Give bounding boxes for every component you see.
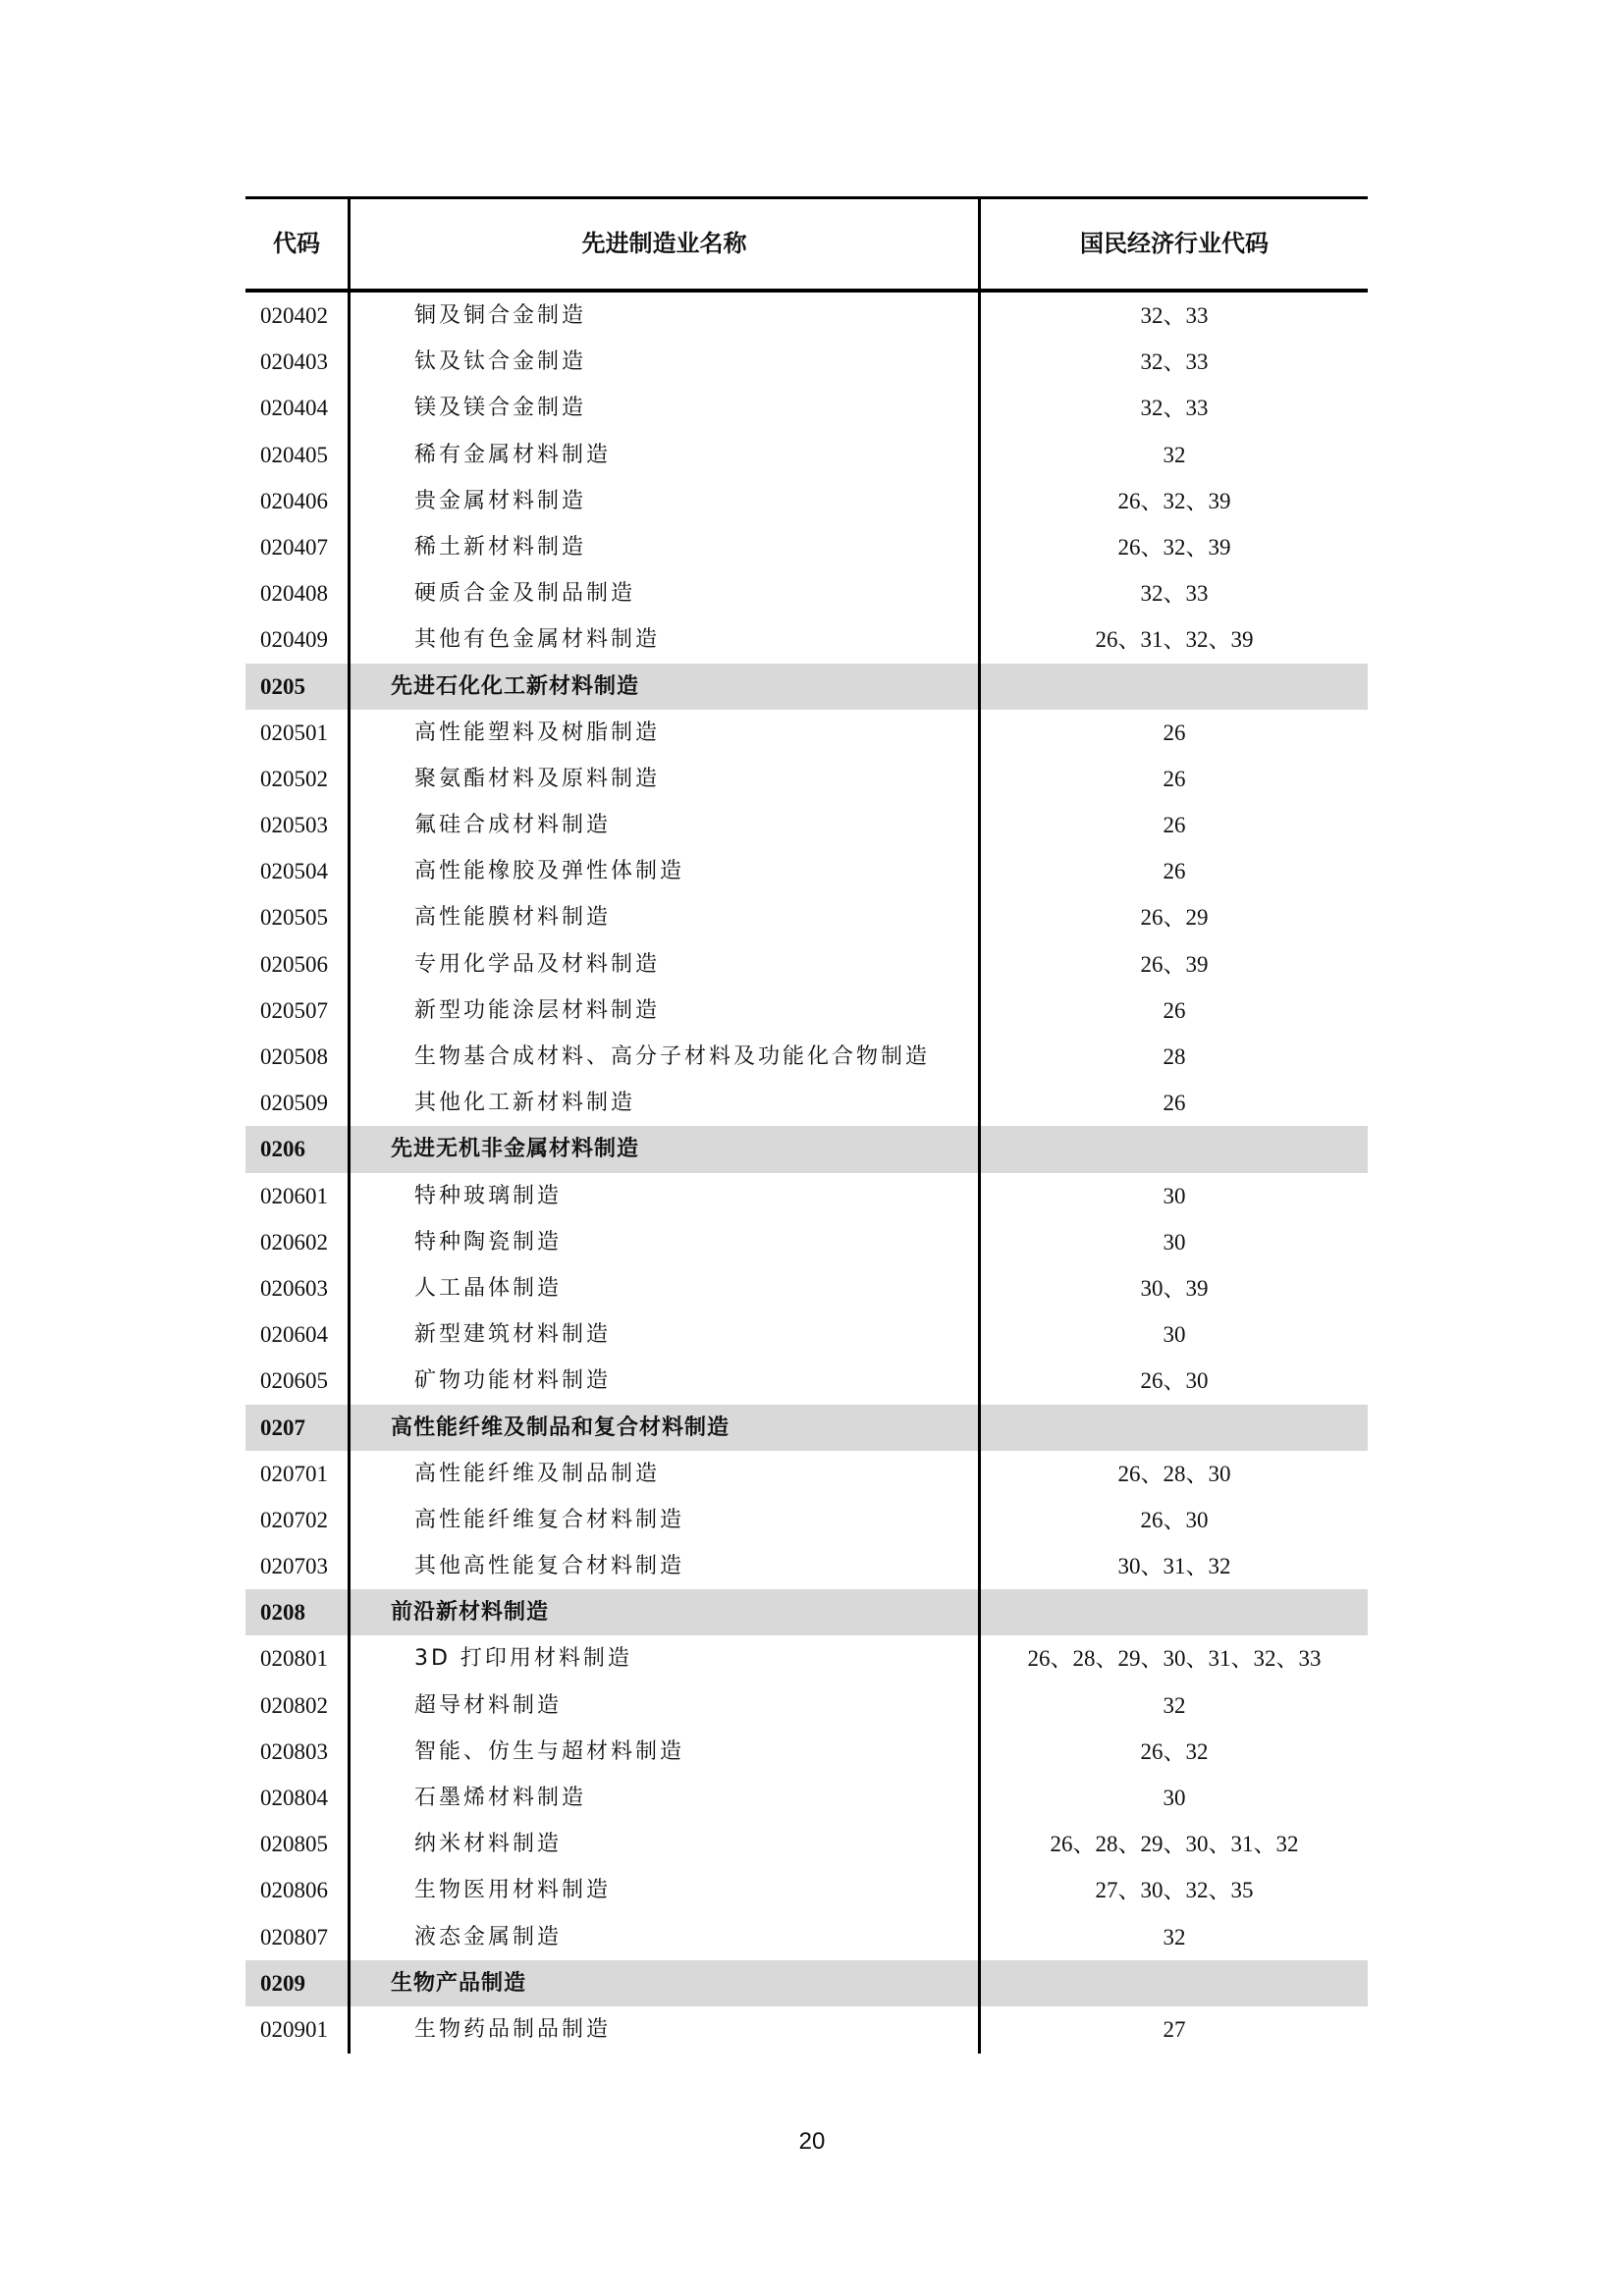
row-industry-code: 26、28、29、30、31、32 [1050, 1832, 1299, 1857]
row-code: 020807 [260, 1924, 328, 1949]
column-divider-1 [348, 199, 351, 2054]
header-code: 代码 [273, 230, 320, 257]
row-industry-code: 26、32、39 [1117, 488, 1231, 513]
section-row [245, 1960, 1368, 2006]
row-industry-code: 27 [1163, 2016, 1186, 2042]
row-code: 0209 [260, 1970, 305, 1996]
row-code: 020603 [260, 1275, 328, 1301]
row-name: 液态金属制造 [414, 1924, 563, 1949]
row-name: 石墨烯材料制造 [414, 1786, 587, 1810]
row-name: 镁及镁合金制造 [414, 396, 587, 421]
row-code: 020801 [260, 1646, 328, 1672]
table-row [245, 1682, 1368, 1729]
row-industry-code: 26 [1163, 997, 1186, 1023]
row-code: 020703 [260, 1554, 328, 1579]
row-name: 专用化学品及材料制造 [414, 951, 661, 977]
row-name: 新型建筑材料制造 [414, 1322, 612, 1348]
row-name: 铜及铜合金制造 [414, 303, 587, 328]
row-industry-code [981, 1589, 1368, 1635]
row-code: 020405 [260, 442, 328, 467]
row-name: 其他有色金属材料制造 [414, 627, 661, 653]
table-header [245, 199, 1368, 289]
row-code: 020501 [260, 720, 328, 745]
table-row [245, 1635, 1368, 1682]
section-row [245, 1405, 1368, 1451]
section-row [245, 1126, 1368, 1172]
row-name: 前沿新材料制造 [391, 1600, 550, 1626]
row-industry-code: 30 [1163, 1786, 1186, 1810]
table-row [245, 1358, 1368, 1404]
table-row [245, 1497, 1368, 1543]
row-industry-code: 30 [1163, 1229, 1186, 1255]
row-name: 矿物功能材料制造 [414, 1368, 612, 1394]
row-code: 020805 [260, 1832, 328, 1857]
row-code: 0205 [260, 673, 305, 699]
row-name: 3D 打印用材料制造 [414, 1646, 632, 1672]
row-industry-code: 28 [1163, 1044, 1186, 1069]
row-name: 贵金属材料制造 [414, 488, 587, 513]
row-industry-code: 26、30 [1140, 1368, 1209, 1394]
table-row [245, 293, 1368, 339]
table-row [245, 478, 1368, 524]
row-name: 生物基合成材料、高分子材料及功能化合物制造 [414, 1044, 931, 1069]
row-code: 020409 [260, 627, 328, 653]
table-row [245, 1775, 1368, 1821]
row-code: 020803 [260, 1738, 328, 1764]
row-code: 020605 [260, 1368, 328, 1394]
table-row [245, 1219, 1368, 1265]
row-code: 020508 [260, 1044, 328, 1069]
row-name: 其他高性能复合材料制造 [414, 1554, 685, 1579]
row-industry-code: 26 [1163, 720, 1186, 745]
row-code: 020506 [260, 951, 328, 977]
table-row [245, 710, 1368, 756]
row-name: 特种陶瓷制造 [414, 1229, 563, 1255]
row-industry-code: 26、32、39 [1117, 534, 1231, 560]
row-code: 020402 [260, 303, 328, 328]
row-code: 020407 [260, 534, 328, 560]
row-code: 020507 [260, 997, 328, 1023]
table-row [245, 1729, 1368, 1775]
row-name: 其他化工新材料制造 [414, 1091, 636, 1116]
row-name: 生物医用材料制造 [414, 1878, 612, 1903]
row-name: 钛及钛合金制造 [414, 349, 587, 375]
table-row [245, 941, 1368, 988]
table-row [245, 570, 1368, 616]
row-name: 高性能纤维及制品和复合材料制造 [391, 1415, 731, 1440]
row-industry-code: 32、33 [1140, 303, 1209, 328]
table-row [245, 1265, 1368, 1311]
row-name: 氟硅合成材料制造 [414, 813, 612, 838]
row-code: 020403 [260, 349, 328, 375]
table-row [245, 1173, 1368, 1219]
table-body [245, 293, 1368, 2053]
row-industry-code: 32、33 [1140, 349, 1209, 375]
table-row [245, 1451, 1368, 1497]
row-code: 0208 [260, 1600, 305, 1626]
row-code: 020601 [260, 1183, 328, 1208]
table-row [245, 524, 1368, 570]
row-code: 020604 [260, 1322, 328, 1348]
row-industry-code: 32 [1163, 1924, 1186, 1949]
row-name: 人工晶体制造 [414, 1275, 563, 1301]
section-row [245, 664, 1368, 710]
row-name: 智能、仿生与超材料制造 [414, 1738, 685, 1764]
row-code: 020502 [260, 766, 328, 791]
row-industry-code: 26、30 [1140, 1507, 1209, 1532]
row-industry-code: 26、32 [1140, 1738, 1209, 1764]
row-code: 020602 [260, 1229, 328, 1255]
row-industry-code: 26、39 [1140, 951, 1209, 977]
table-row [245, 894, 1368, 940]
row-name: 生物产品制造 [391, 1970, 527, 1996]
row-name: 高性能塑料及树脂制造 [414, 720, 661, 745]
row-name: 生物药品制品制造 [414, 2016, 612, 2042]
table-row [245, 802, 1368, 848]
row-code: 020509 [260, 1091, 328, 1116]
row-industry-code: 26 [1163, 813, 1186, 838]
table-row [245, 385, 1368, 431]
row-industry-code [981, 1405, 1368, 1451]
row-name: 聚氨酯材料及原料制造 [414, 766, 661, 791]
row-code: 020701 [260, 1461, 328, 1486]
table-row [245, 848, 1368, 894]
row-industry-code: 30 [1163, 1322, 1186, 1348]
row-industry-code: 32、33 [1140, 396, 1209, 421]
row-name: 高性能膜材料制造 [414, 905, 612, 931]
row-code: 020802 [260, 1692, 328, 1718]
row-industry-code: 30 [1163, 1183, 1186, 1208]
table-row [245, 1034, 1368, 1080]
row-industry-code: 26、28、30 [1117, 1461, 1231, 1486]
row-name: 高性能橡胶及弹性体制造 [414, 859, 685, 884]
section-row [245, 1589, 1368, 1635]
table-row [245, 616, 1368, 663]
table-row [245, 1311, 1368, 1358]
row-industry-code: 26 [1163, 859, 1186, 884]
row-industry-code: 26 [1163, 766, 1186, 791]
row-name: 稀有金属材料制造 [414, 442, 612, 467]
row-name: 先进石化化工新材料制造 [391, 673, 640, 699]
row-name: 特种玻璃制造 [414, 1183, 563, 1208]
row-name: 高性能纤维复合材料制造 [414, 1507, 685, 1532]
row-name: 硬质合金及制品制造 [414, 581, 636, 607]
row-code: 0206 [260, 1137, 305, 1162]
row-industry-code: 26、28、29、30、31、32、33 [1027, 1646, 1322, 1672]
row-industry-code: 32、33 [1140, 581, 1209, 607]
row-name: 纳米材料制造 [414, 1832, 563, 1857]
table-row [245, 2006, 1368, 2053]
row-industry-code: 30、39 [1140, 1275, 1209, 1301]
table-row [245, 1543, 1368, 1589]
table-row [245, 988, 1368, 1034]
row-industry-code [981, 664, 1368, 710]
row-code: 020408 [260, 581, 328, 607]
row-name: 高性能纤维及制品制造 [414, 1461, 661, 1486]
header-industry-code: 国民经济行业代码 [1080, 230, 1269, 257]
table-row [245, 339, 1368, 385]
row-industry-code: 27、30、32、35 [1095, 1878, 1254, 1903]
row-industry-code: 26 [1163, 1091, 1186, 1116]
row-code: 020504 [260, 859, 328, 884]
row-code: 020404 [260, 396, 328, 421]
table-row [245, 1914, 1368, 1960]
header-name: 先进制造业名称 [581, 230, 747, 257]
table-row [245, 1080, 1368, 1126]
page-number: 20 [798, 2128, 826, 2155]
table-row [245, 432, 1368, 478]
row-industry-code: 26、29 [1140, 905, 1209, 931]
row-name: 超导材料制造 [414, 1692, 563, 1718]
row-code: 020702 [260, 1507, 328, 1532]
row-industry-code [981, 1126, 1368, 1172]
table-row [245, 1867, 1368, 1913]
row-code: 020901 [260, 2016, 328, 2042]
row-industry-code [981, 1960, 1368, 2006]
row-code: 020503 [260, 813, 328, 838]
table-row [245, 756, 1368, 802]
row-code: 020505 [260, 905, 328, 931]
row-code: 020406 [260, 488, 328, 513]
row-name: 稀土新材料制造 [414, 534, 587, 560]
row-code: 020806 [260, 1878, 328, 1903]
row-industry-code: 26、31、32、39 [1095, 627, 1254, 653]
row-code: 0207 [260, 1415, 305, 1440]
row-industry-code: 32 [1163, 1692, 1186, 1718]
row-industry-code: 32 [1163, 442, 1186, 467]
row-name: 新型功能涂层材料制造 [414, 997, 661, 1023]
row-code: 020804 [260, 1786, 328, 1810]
row-industry-code: 30、31、32 [1117, 1554, 1231, 1579]
table-row [245, 1821, 1368, 1867]
column-divider-2 [978, 199, 981, 2054]
row-name: 先进无机非金属材料制造 [391, 1137, 640, 1162]
